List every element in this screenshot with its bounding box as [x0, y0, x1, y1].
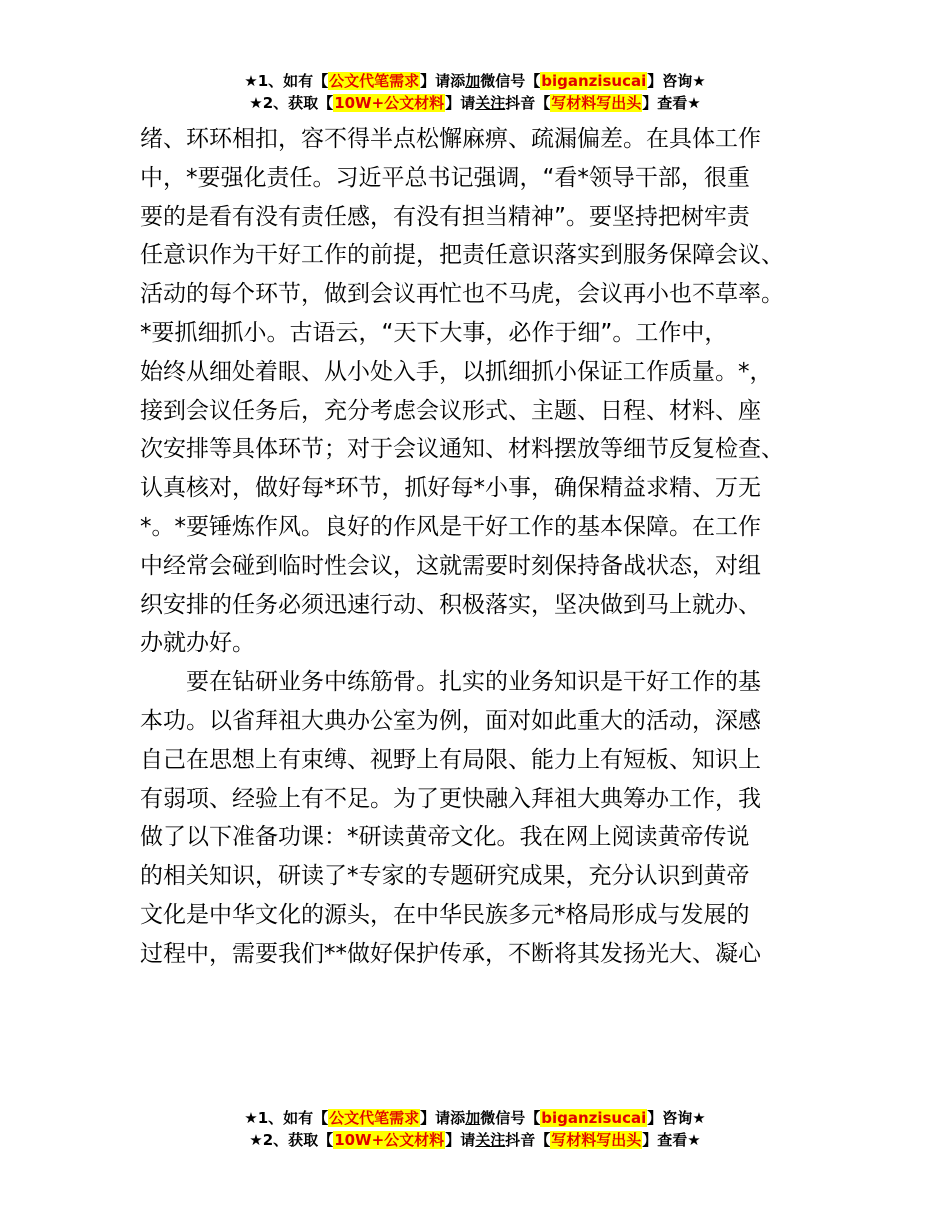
banner-line-2	[0, 1129, 950, 1151]
body-line: 有弱项、经验上有不足。为了更快融入拜祖大典筹办工作，我	[140, 785, 761, 812]
header-banner	[0, 70, 950, 114]
body-line: *要抓细抓小。古语云，“天下大事，必作于细”。工作中，	[140, 319, 728, 346]
banner-text: 抖音【	[505, 1131, 551, 1149]
body-line: 文化是中华文化的源头，在中华民族多元*格局形成与发展的	[140, 901, 750, 928]
banner-highlight: 公文代笔需求	[329, 1109, 420, 1127]
banner-line-2	[0, 92, 950, 114]
banner-text: 】请	[445, 1131, 476, 1149]
banner-text: ★1、如有【	[244, 1109, 329, 1127]
banner-text: 】请添	[420, 1109, 466, 1127]
banner-highlight: 写材料写出头	[551, 94, 642, 112]
banner-underlined-text: 关注	[475, 94, 506, 112]
banner-underlined-text: 加	[465, 1109, 481, 1127]
body-line: 过程中，需要我们**做好保护传承，不断将其发扬光大、凝心	[140, 940, 761, 967]
body-line: 接到会议任务后，充分考虑会议形式、主题、日程、材料、座	[140, 397, 761, 424]
banner-highlight: 写材料写出头	[551, 1131, 642, 1149]
banner-underlined-text: 关注	[475, 1131, 506, 1149]
banner-highlight: 10W+公文材料	[334, 94, 445, 112]
banner-text: 】查看★	[642, 1131, 701, 1149]
body-line: 始终从细处着眼、从小处入手，以抓细抓小保证工作质量。*，	[140, 358, 773, 385]
banner-text: 抖音【	[505, 94, 551, 112]
banner-text: ★2、获取【	[249, 94, 334, 112]
body-line: 绪、环环相扣，容不得半点松懈麻痹、疏漏偏差。在具体工作	[140, 126, 761, 152]
banner-text: 】咨询★	[647, 1109, 706, 1127]
banner-text: 】请添	[420, 72, 466, 90]
banner-text: ★1、如有【	[244, 72, 329, 90]
body-line: 次安排等具体环节；对于会议通知、材料摆放等细节反复检查、	[140, 436, 784, 463]
body-line: 做了以下准备功课：*研读黄帝文化。我在网上阅读黄帝传说	[140, 824, 750, 851]
banner-highlight: biganzisucai	[541, 72, 647, 90]
body-line: 任意识作为干好工作的前提，把责任意识落实到服务保障会议、	[140, 242, 784, 269]
banner-highlight: 10W+公文材料	[334, 1131, 445, 1149]
banner-text: ★2、获取【	[249, 1131, 334, 1149]
body-line: 活动的每个环节，做到会议再忙也不马虎，会议再小也不草率。	[140, 281, 784, 308]
body-line: 中，*要强化责任。习近平总书记强调，“看*领导干部，很重	[140, 164, 750, 191]
body-line: 的相关知识，研读了*专家的专题研究成果，充分认识到黄帝	[140, 863, 750, 890]
footer-banner	[0, 1107, 950, 1151]
body-line: 要的是看有没有责任感，有没有担当精神”。要坚持把树牢责	[140, 203, 750, 230]
body-line: 本功。以省拜祖大典办公室为例，面对如此重大的活动，深感	[140, 707, 761, 734]
body-line: 自己在思想上有束缚、视野上有局限、能力上有短板、知识上	[140, 746, 761, 773]
banner-text: 微信号【	[480, 1109, 541, 1127]
banner-underlined-text: 加	[465, 72, 481, 90]
banner-highlight: 公文代笔需求	[329, 72, 420, 90]
paragraph-start-line: 要在钻研业务中练筋骨。扎实的业务知识是干好工作的基	[186, 669, 761, 696]
body-line: 中经常会碰到临时性会议，这就需要时刻保持备战状态，对组	[140, 552, 761, 579]
banner-highlight: biganzisucai	[541, 1109, 647, 1127]
banner-line-1	[0, 1107, 950, 1129]
body-line: 办就办好。	[140, 630, 255, 657]
banner-text: 】咨询★	[647, 72, 706, 90]
banner-text: 】请	[445, 94, 476, 112]
banner-text: 微信号【	[480, 72, 541, 90]
body-line: *。*要锤炼作风。良好的作风是干好工作的基本保障。在工作	[140, 513, 761, 540]
banner-text: 】查看★	[642, 94, 701, 112]
banner-line-1	[0, 70, 950, 92]
document-body	[140, 120, 820, 974]
body-line: 认真核对，做好每*环节，抓好每*小事，确保精益求精、万无	[140, 475, 761, 502]
body-line: 织安排的任务必须迅速行动、积极落实，坚决做到马上就办、	[140, 591, 761, 618]
